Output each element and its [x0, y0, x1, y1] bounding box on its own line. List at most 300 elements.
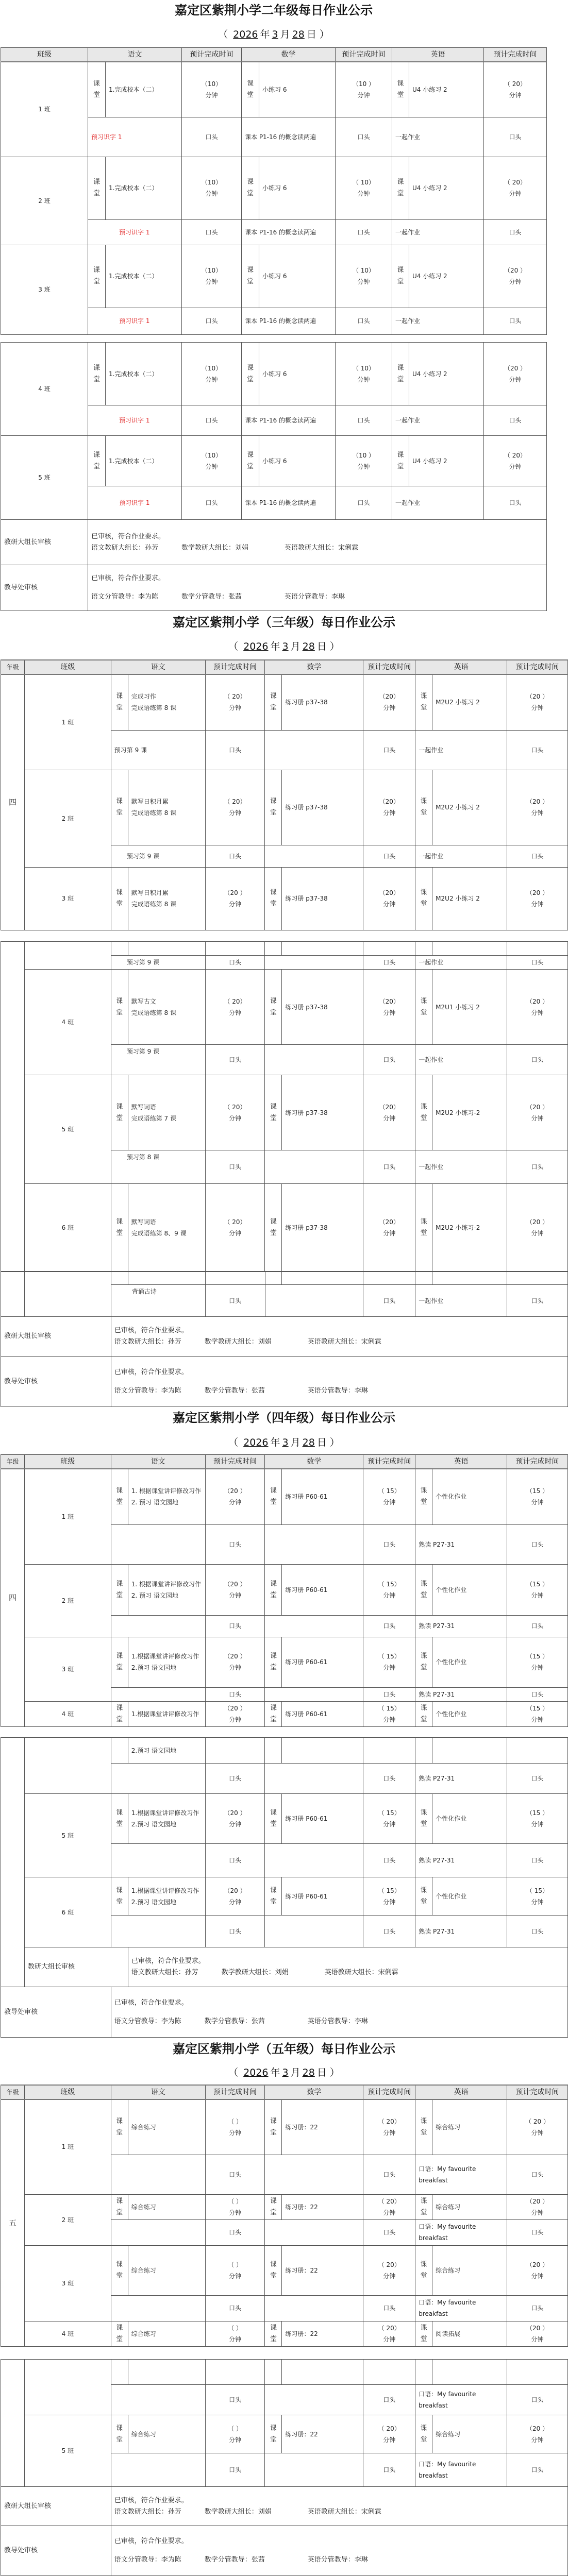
- classroom-tag: 课堂: [111, 2194, 128, 2219]
- classroom-tag: 课堂: [392, 62, 409, 117]
- review-group-label: 教研大组长审核: [1, 2487, 111, 2526]
- classroom-tag: 课堂: [111, 770, 128, 845]
- header-math: 数学: [265, 660, 363, 674]
- header-grade: 年级: [1, 660, 25, 674]
- grade3-table-part2: [1, 941, 568, 1272]
- chinese-oral-task: 预习第 9 课: [111, 1045, 205, 1075]
- header-math-time: 预计完成时间: [336, 47, 392, 62]
- time-estimate: （10） 分钟: [182, 436, 242, 486]
- time-estimate: （10） 分钟: [182, 343, 242, 405]
- class-name: 1 班: [24, 674, 111, 770]
- table-cell: [205, 942, 265, 956]
- header-english-time: 预计完成时间: [507, 1454, 568, 1469]
- oral-tag: 口头: [484, 308, 547, 334]
- oral-tag: 口头: [484, 486, 547, 520]
- chinese-oral-task: 预习第 9 课: [111, 845, 205, 867]
- header-chinese-time: 预计完成时间: [205, 1454, 265, 1469]
- time-estimate: （ 20） 分钟: [484, 157, 547, 219]
- classroom-tag: 课堂: [265, 1794, 282, 1844]
- table-cell: [507, 1272, 568, 1285]
- header-class: 班级: [24, 660, 111, 674]
- classroom-tag: 课堂: [111, 1794, 128, 1844]
- oral-tag: 口头: [363, 1285, 415, 1317]
- math-classroom-task: 小练习 6: [259, 436, 336, 486]
- header-row: [1, 1454, 568, 1469]
- math-classroom-task: 练习册 p37-38: [282, 674, 363, 730]
- chinese-oral-task: [111, 1615, 205, 1637]
- header-english: 英语: [415, 660, 507, 674]
- time-estimate: （20 ） 分钟: [205, 1564, 265, 1615]
- classroom-tag: 课堂: [111, 1184, 128, 1272]
- english-oral-task: 口语：My favourite breakfast: [415, 2295, 507, 2321]
- time-estimate: （ 15） 分钟: [363, 1564, 415, 1615]
- review-group-label: 教研大组长审核: [24, 1947, 128, 1987]
- grade3-table-part1: [1, 659, 568, 930]
- math-classroom-task: 练习册：22: [282, 2194, 363, 2219]
- time-estimate: （ ） 分钟: [205, 2321, 265, 2346]
- oral-tag: 口头: [363, 1764, 415, 1794]
- english-oral-task: 一起作业: [392, 219, 484, 245]
- table-cell: [282, 1738, 363, 1764]
- time-estimate: （ 10） 分钟: [336, 343, 392, 405]
- math-classroom-task: 练习册 p37-38: [282, 970, 363, 1045]
- chinese-classroom-task: 完成习作 完成语练第 8 课: [128, 674, 205, 730]
- class-row-classroom: [1, 436, 547, 486]
- classroom-tag: 课堂: [242, 62, 259, 117]
- header-math-time: 预计完成时间: [363, 1454, 415, 1469]
- classroom-tag: 课堂: [415, 2099, 432, 2155]
- class-name: 2 班: [24, 1564, 111, 1637]
- class-name: 3 班: [24, 2245, 111, 2321]
- oral-tag: 口头: [182, 308, 242, 334]
- table-cell: [205, 2360, 265, 2385]
- time-estimate: （20 ） 分钟: [507, 674, 568, 730]
- oral-tag: 口头: [507, 1615, 568, 1637]
- time-estimate: （ 20） 分钟: [205, 1184, 265, 1272]
- grade-cell: 五: [1, 2099, 25, 2346]
- time-estimate: （20） 分钟: [363, 1075, 415, 1150]
- chinese-oral-task: [111, 1916, 205, 1947]
- math-classroom-task: 练习册 P60-61: [282, 1469, 363, 1524]
- chinese-oral-task: 预习识字 1: [88, 117, 182, 157]
- review-office-row: [1, 2526, 568, 2576]
- classroom-tag: 课堂: [265, 2415, 282, 2453]
- time-estimate: （20 ） 分钟: [205, 867, 265, 930]
- signers: 语文分管教导：李为陈 数学分管教导：张茜 英语分管教导：李琳: [114, 2017, 368, 2025]
- time-estimate: （ 15） 分钟: [363, 1637, 415, 1687]
- review-office-row: [1, 565, 547, 611]
- class-row-classroom: [1, 2099, 568, 2155]
- class-name: 4 班: [24, 1701, 111, 1726]
- table-cell: [265, 956, 363, 970]
- oral-tag: 口头: [336, 486, 392, 520]
- time-estimate: （20） 分钟: [363, 970, 415, 1045]
- class-row-classroom: [1, 674, 568, 730]
- time-estimate: （20 ） 分钟: [507, 867, 568, 930]
- classroom-tag: 课堂: [242, 343, 259, 405]
- oral-tag: 口头: [507, 2219, 568, 2245]
- time-estimate: （ ） 分钟: [205, 2245, 265, 2295]
- header-chinese: 语文: [88, 47, 182, 62]
- classroom-tag: 课堂: [415, 2194, 432, 2219]
- time-estimate: （ ） 分钟: [205, 2099, 265, 2155]
- signers: 语文教研大组长：孙芳 数学教研大组长：刘娟 英语教研大组长：宋俐霖: [114, 1338, 381, 1346]
- english-classroom-task: 个性化作业: [432, 1564, 507, 1615]
- classroom-tag: 课堂: [415, 2321, 432, 2346]
- header-chinese: 语文: [111, 660, 205, 674]
- grade2-date: （ 2026 年 3 月 28 日 ）: [218, 29, 329, 40]
- oral-tag: 口头: [363, 2219, 415, 2245]
- oral-tag: 口头: [363, 2155, 415, 2194]
- oral-tag: 口头: [363, 1524, 415, 1564]
- math-oral-task: [265, 1150, 363, 1184]
- classroom-tag: 课堂: [265, 867, 282, 930]
- classroom-tag: 课堂: [415, 2415, 432, 2453]
- classroom-tag: 课堂: [111, 1564, 128, 1615]
- chinese-oral-task: 背诵古诗: [111, 1285, 205, 1317]
- oral-tag: 口头: [363, 845, 415, 867]
- class-name: [24, 2360, 111, 2415]
- time-estimate: （10） 分钟: [182, 245, 242, 308]
- table-cell: [265, 1285, 363, 1317]
- oral-tag: 口头: [507, 1687, 568, 1701]
- table-cell: [111, 1272, 128, 1285]
- math-oral-task: [265, 1524, 363, 1564]
- english-oral-task: 熟读 P27-31: [415, 1687, 507, 1701]
- class-name: 4 班: [24, 970, 111, 1075]
- time-estimate: （20） 分钟: [363, 1184, 415, 1272]
- time-estimate: （ 20） 分钟: [484, 62, 547, 117]
- chinese-classroom-task: 1.完成校本（二）: [106, 62, 182, 117]
- time-estimate: （20） 分钟: [363, 867, 415, 930]
- grade-title: 嘉定区紫荆小学（三年级）每日作业公示: [173, 615, 395, 630]
- english-classroom-task: 综合练习: [432, 2099, 507, 2155]
- english-oral-task: 一起作业: [415, 1150, 507, 1184]
- classroom-tag: 课堂: [265, 1637, 282, 1687]
- table-cell: [507, 1738, 568, 1764]
- class-name: 5 班: [24, 2415, 111, 2487]
- signers: 语文分管教导：李为陈 数学分管教导：张茜 英语分管教导：李琳: [114, 2556, 368, 2564]
- time-estimate: （10 ） 分钟: [336, 436, 392, 486]
- time-estimate: （10 ） 分钟: [336, 62, 392, 117]
- class-row-classroom: [1, 2194, 568, 2219]
- classroom-tag: 课堂: [111, 2321, 128, 2346]
- oral-tag: 口头: [484, 219, 547, 245]
- math-classroom-task: 练习册 p37-38: [282, 867, 363, 930]
- math-classroom-task: 小练习 6: [259, 245, 336, 308]
- classroom-tag: 课堂: [415, 1564, 432, 1615]
- classroom-tag: 课堂: [242, 245, 259, 308]
- table-cell: [415, 942, 432, 956]
- oral-tag: 口头: [363, 956, 415, 970]
- header-english-time: 预计完成时间: [484, 47, 547, 62]
- class-row-classroom: [1, 1075, 568, 1150]
- grade4-table-part2: [1, 1737, 568, 2038]
- classroom-tag: 课堂: [265, 1564, 282, 1615]
- oral-tag: 口头: [507, 1916, 568, 1947]
- english-oral-task: 口语：My favourite breakfast: [415, 2385, 507, 2415]
- chinese-classroom-task: 1.完成校本（二）: [106, 245, 182, 308]
- oral-tag: 口头: [182, 405, 242, 436]
- header-chinese-time: 预计完成时间: [205, 2085, 265, 2099]
- chinese-classroom-task: 默写词语 完成语练第 8、9 课: [128, 1184, 205, 1272]
- class-name: 5 班: [1, 436, 88, 520]
- review-group-row: [1, 520, 547, 565]
- signers: 语文教研大组长：孙芳 数学教研大组长：刘娟 英语教研大组长：宋俐霖: [91, 544, 359, 552]
- header-english-time: 预计完成时间: [507, 660, 568, 674]
- header-chinese-time: 预计完成时间: [182, 47, 242, 62]
- review-group-row: [1, 2487, 568, 2526]
- oral-tag: 口头: [363, 730, 415, 770]
- classroom-tag: 课堂: [265, 2194, 282, 2219]
- review-office-content: 已审核，符合作业要求。 语文分管教导：李为陈 数学分管教导：张茜 英语分管教导：李琳: [111, 1357, 567, 1407]
- oral-tag: 口头: [205, 845, 265, 867]
- oral-tag: 口头: [205, 1916, 265, 1947]
- oral-tag: 口头: [205, 1150, 265, 1184]
- math-oral-task: [265, 1916, 363, 1947]
- classroom-tag: 课堂: [415, 867, 432, 930]
- english-oral-task: 口语：My favourite breakfast: [415, 2219, 507, 2245]
- time-estimate: （10） 分钟: [182, 62, 242, 117]
- signers: 语文教研大组长：孙芳 数学教研大组长：刘娟 英语教研大组长：宋俐霖: [131, 1969, 398, 1976]
- english-classroom-task: U4 小练习 2: [409, 343, 484, 405]
- time-estimate: （10） 分钟: [182, 157, 242, 219]
- chinese-classroom-task: 1.完成校本（二）: [106, 343, 182, 405]
- chinese-oral-task: 预习第 9 课: [111, 730, 205, 770]
- english-classroom-task: 阅读拓展: [432, 2321, 507, 2346]
- english-oral-task: 熟读 P27-31: [415, 1764, 507, 1794]
- class-name: [24, 1738, 111, 1794]
- grade-cell: [1, 1272, 25, 1317]
- header-math: 数学: [265, 2085, 363, 2099]
- oral-tag: 口头: [507, 956, 568, 970]
- oral-tag: 口头: [363, 2385, 415, 2415]
- oral-tag: 口头: [507, 1764, 568, 1794]
- classroom-tag: [111, 942, 128, 956]
- header-class: 班级: [1, 47, 88, 62]
- classroom-tag: 课堂: [111, 2099, 128, 2155]
- class-row-classroom: [1, 245, 547, 308]
- time-estimate: （ 20） 分钟: [363, 2245, 415, 2295]
- classroom-tag: 课堂: [415, 674, 432, 730]
- classroom-tag: 课堂: [265, 2099, 282, 2155]
- classroom-tag: 课堂: [265, 1701, 282, 1726]
- table-cell: [265, 1764, 363, 1794]
- english-oral-task: 熟读 P27-31: [415, 1615, 507, 1637]
- signers: 语文分管教导：李为陈 数学分管教导：张茜 英语分管教导：李琳: [114, 1386, 368, 1395]
- class-row-classroom: [1, 770, 568, 845]
- oral-tag: 口头: [507, 2385, 568, 2415]
- math-oral-task: 课本 P1-16 的概念读两遍: [242, 219, 336, 245]
- time-estimate: （20 ） 分钟: [507, 2194, 568, 2219]
- chinese-oral-task: 预习识字 1: [88, 308, 182, 334]
- grade3-table-part3: [1, 1272, 568, 1407]
- classroom-tag: 课堂: [265, 970, 282, 1045]
- classroom-tag: 课堂: [415, 1469, 432, 1524]
- classroom-tag: 课堂: [265, 770, 282, 845]
- grade-cell: 四: [1, 1469, 25, 1726]
- header-chinese: 语文: [111, 2085, 205, 2099]
- chinese-oral-task: 预习第 9 课: [111, 956, 205, 970]
- chinese-classroom-task: 默写古文 完成语练第 8 课: [128, 970, 205, 1045]
- classroom-tag: 课堂: [265, 674, 282, 730]
- time-estimate: （ 20） 分钟: [363, 2194, 415, 2219]
- classroom-tag: 课堂: [265, 2321, 282, 2346]
- english-classroom-task: M2U1 小练习 2: [432, 970, 507, 1045]
- chinese-classroom-task: 默写日积月累 完成语练第 8 课: [128, 770, 205, 845]
- oral-tag: 口头: [484, 405, 547, 436]
- table-cell: [432, 942, 507, 956]
- oral-tag: 口头: [363, 1150, 415, 1184]
- oral-tag: 口头: [336, 219, 392, 245]
- grade2-table-part2: [1, 342, 547, 611]
- time-estimate: （ 20） 分钟: [363, 2415, 415, 2453]
- math-oral-task: [265, 2219, 363, 2245]
- chinese-classroom-task: 1.根据课堂讲评修改习作 2.预习 语文园地: [128, 1877, 205, 1916]
- english-classroom-task: M2U2 小练习-2: [432, 1184, 507, 1272]
- time-estimate: （20 ） 分钟: [484, 343, 547, 405]
- grade-date: （ 2026 年 3 月 28 日 ）: [228, 1437, 340, 1448]
- class-row-classroom: [1, 1637, 568, 1687]
- math-oral-task: [265, 2155, 363, 2194]
- class-name: 5 班: [24, 1794, 111, 1877]
- chinese-classroom-task: 综合练习: [128, 2099, 205, 2155]
- time-estimate: （ 10） 分钟: [336, 157, 392, 219]
- classroom-tag: 课堂: [88, 245, 106, 308]
- review-group-content: 已审核，符合作业要求。 语文教研大组长：孙芳 数学教研大组长：刘娟 英语教研大组长：宋俐霖: [111, 1317, 567, 1357]
- class-row-classroom: [1, 1184, 568, 1272]
- english-classroom-task: U4 小练习 2: [409, 62, 484, 117]
- header-row: [1, 2085, 568, 2099]
- math-oral-task: [265, 845, 363, 867]
- review-office-content: 已审核，符合作业要求。 语文分管教导：李为陈 数学分管教导：张茜 英语分管教导：李琳: [88, 565, 547, 611]
- class-name: 2 班: [24, 770, 111, 867]
- table-cell: [265, 2360, 282, 2385]
- class-row-classroom: [1, 157, 547, 219]
- time-estimate: （20 ） 分钟: [507, 1075, 568, 1150]
- table-cell: [111, 1764, 205, 1794]
- oral-tag: 口头: [205, 1285, 265, 1317]
- oral-tag: 口头: [336, 405, 392, 436]
- classroom-tag: 课堂: [415, 2245, 432, 2295]
- review-office-label: 教导处审核: [1, 1357, 111, 1407]
- class-row-classroom: [1, 2321, 568, 2346]
- math-classroom-task: 小练习 6: [259, 343, 336, 405]
- oral-tag: 口头: [336, 308, 392, 334]
- math-classroom-task: 练习册：22: [282, 2245, 363, 2295]
- table-cell: [205, 1272, 265, 1285]
- classroom-tag: 课堂: [415, 1701, 432, 1726]
- math-oral-task: [265, 1045, 363, 1075]
- math-classroom-task: 练习册 p37-38: [282, 1184, 363, 1272]
- class-row-classroom: [1, 2415, 568, 2453]
- english-oral-task: 一起作业: [392, 405, 484, 436]
- class-row-classroom: [1, 1701, 568, 1726]
- table-cell: [363, 1738, 415, 1764]
- classroom-tag: 课堂: [111, 1877, 128, 1916]
- classroom-tag: 课堂: [242, 157, 259, 219]
- table-cell: [128, 942, 205, 956]
- classroom-tag: 课堂: [111, 1701, 128, 1726]
- time-estimate: （ 20 ） 分钟: [507, 2099, 568, 2155]
- chinese-classroom-task: 1.根据课堂讲评修改习作: [128, 1701, 205, 1726]
- english-oral-task: 一起作业: [415, 1045, 507, 1075]
- chinese-classroom-task: 综合练习: [128, 2415, 205, 2453]
- time-estimate: （20 ） 分钟: [205, 1794, 265, 1844]
- oral-tag: 口头: [363, 1844, 415, 1877]
- time-estimate: （ 20） 分钟: [484, 436, 547, 486]
- math-classroom-task: 练习册 p37-38: [282, 770, 363, 845]
- oral-tag: 口头: [205, 730, 265, 770]
- time-estimate: （20） 分钟: [363, 674, 415, 730]
- review-office-content: 已审核，符合作业要求。 语文分管教导：李为陈 数学分管教导：张茜 英语分管教导：李琳: [111, 2526, 567, 2576]
- oral-tag: 口头: [363, 1916, 415, 1947]
- table-cell: [205, 1738, 265, 1764]
- chinese-oral-task: [111, 2295, 205, 2321]
- math-oral-task: 课本 P1-16 的概念读两遍: [242, 117, 336, 157]
- english-classroom-task: 个性化作业: [432, 1877, 507, 1916]
- time-estimate: （ 15） 分钟: [363, 1877, 415, 1916]
- chinese-classroom-task: 2.预习 语文园地: [128, 1738, 205, 1764]
- review-office-row: [1, 1987, 568, 2038]
- signers: 语文教研大组长：孙芳 数学教研大组长：刘娟 英语教研大组长：宋俐霖: [114, 2507, 381, 2516]
- oral-tag: 口头: [507, 1045, 568, 1075]
- grade-cell: 四: [1, 674, 25, 930]
- time-estimate: （ 20） 分钟: [205, 674, 265, 730]
- class-name: 1 班: [24, 1469, 111, 1564]
- time-estimate: （ 15） 分钟: [363, 1701, 415, 1726]
- review-group-row: [1, 1947, 568, 1987]
- chinese-classroom-task: 1.根据课堂讲评修改习作 2.预习 语文园地: [128, 1794, 205, 1844]
- oral-tag: 口头: [363, 1045, 415, 1075]
- chinese-oral-task: [111, 1687, 205, 1701]
- grade4-table-part1: [1, 1454, 568, 1727]
- class-name: [24, 942, 111, 970]
- time-estimate: （15 ） 分钟: [507, 1637, 568, 1687]
- chinese-classroom-task: 1.根据课堂讲评修改习作 2.预习 语文园地: [128, 1637, 205, 1687]
- table-cell: [507, 2360, 568, 2385]
- math-classroom-task: 小练习 6: [259, 157, 336, 219]
- english-oral-task: 一起作业: [415, 1285, 507, 1317]
- math-classroom-task: 练习册 P60-61: [282, 1877, 363, 1916]
- table-cell: [111, 2385, 205, 2415]
- classroom-tag: 课堂: [392, 436, 409, 486]
- classroom-tag: 课堂: [111, 970, 128, 1045]
- class-name: 5 班: [24, 1075, 111, 1184]
- classroom-tag: 课堂: [111, 2245, 128, 2295]
- oral-tag: 口头: [484, 117, 547, 157]
- oral-tag: 口头: [205, 1844, 265, 1877]
- signers: 语文分管教导：李为陈 数学分管教导：张茜 英语分管教导：李琳: [91, 593, 345, 601]
- english-oral-task: 一起作业: [392, 486, 484, 520]
- english-classroom-task: 综合练习: [432, 2415, 507, 2453]
- header-math-time: 预计完成时间: [363, 660, 415, 674]
- header-english: 英语: [415, 2085, 507, 2099]
- time-estimate: （20 ） 分钟: [507, 2321, 568, 2346]
- classroom-tag: 课堂: [415, 970, 432, 1045]
- class-name: 1 班: [24, 2099, 111, 2194]
- table-cell: [432, 1272, 507, 1285]
- table-cell: [111, 2360, 128, 2385]
- time-estimate: （ ） 分钟: [205, 2194, 265, 2219]
- math-oral-task: 课本 P1-16 的概念读两遍: [242, 486, 336, 520]
- english-classroom-task: U4 小练习 2: [409, 245, 484, 308]
- class-name: 6 班: [24, 1877, 111, 1947]
- english-oral-task: 一起作业: [392, 308, 484, 334]
- math-oral-task: [265, 730, 363, 770]
- time-estimate: （ 15） 分钟: [363, 1794, 415, 1844]
- table-cell: [507, 942, 568, 956]
